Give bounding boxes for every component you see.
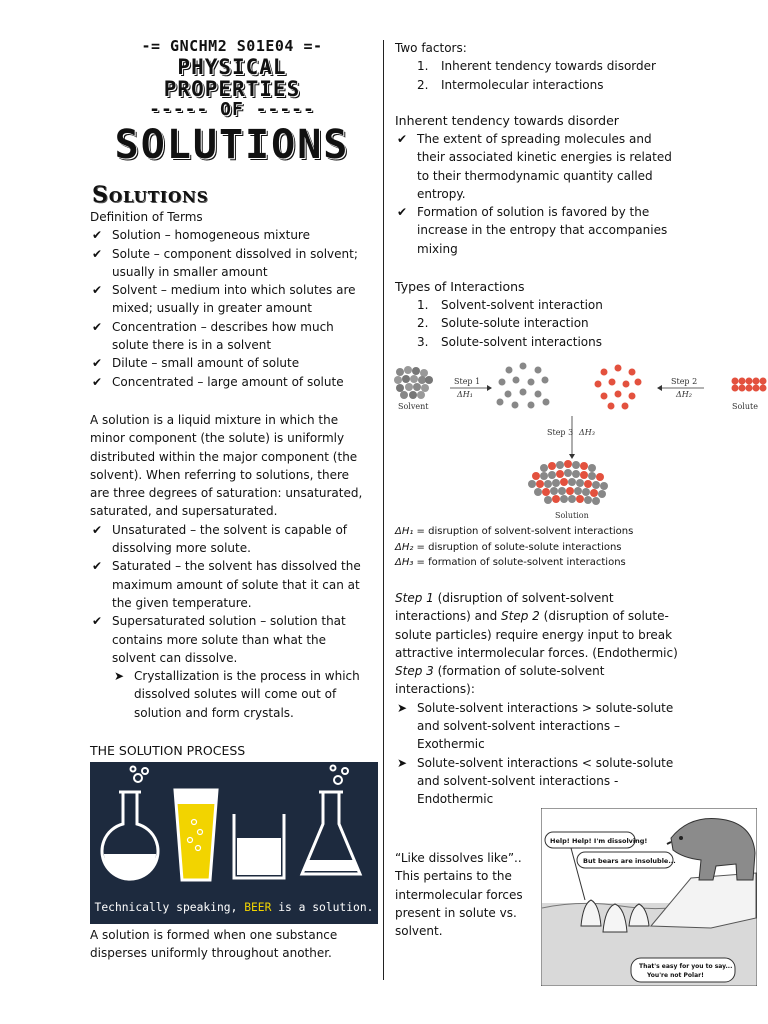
title-solutions: SOLUTIONS <box>114 122 350 168</box>
check-icon: ✔ <box>92 559 103 574</box>
arrowhead-icon: ➤ <box>114 669 125 684</box>
separated-solute <box>595 365 642 410</box>
steps-paragraph: Step 1 (disruption of solvent-solvent interactions) and Step 2 (disruption of solute-solute particles) require energy input to break attractive intermolecular forces. (Endothermic) Step 3 (formation of solute-solvent interactions): ➤ Solute-solvent interactions > solute-solute and solvent-solvent interactions – Exothermic ➤ Solute-solvent interactions < solute-solute and solvent-solvent interactions - Endothermic <box>395 589 685 809</box>
check-icon: ✔ <box>92 319 103 334</box>
dh2-label: ΔH₂ <box>676 390 692 399</box>
list-item: 1. Solvent-solvent interaction <box>417 298 603 312</box>
title-physical: PHYSICAL <box>177 55 287 79</box>
solution-cluster <box>528 460 608 505</box>
solute-label: Solute <box>732 402 758 411</box>
two-factors-label: Two factors: <box>395 41 467 55</box>
episode-subtitle: -= GNCHM2 S01E04 =- <box>141 37 323 55</box>
list-item: ✔ Solute – component dissolved in solvent; usually in smaller amount <box>92 246 358 279</box>
check-icon: ✔ <box>92 356 103 371</box>
svg-text:You're not Polar!: You're not Polar! <box>647 972 704 979</box>
like-quote: “Like dissolves like”.. <box>395 851 522 865</box>
svg-text:Help! Help! I'm dissolving!: Help! Help! I'm dissolving! <box>550 837 648 845</box>
section-title: Solutions <box>92 182 209 208</box>
arrowhead-icon: ➤ <box>397 700 408 715</box>
step2-label: Step 2 <box>671 377 698 386</box>
polar-bear-cartoon <box>541 808 757 986</box>
speech-bubble-help <box>545 832 647 848</box>
check-icon: ✔ <box>92 246 103 261</box>
solution-label: Solution <box>555 511 589 520</box>
saturation-block <box>90 411 372 722</box>
list-item: 3. Solute-solvent interactions <box>417 334 603 349</box>
list-item: ✔ Saturated – the solvent has dissolved the maximum amount of solute that it can at the given temperature. <box>92 559 361 610</box>
formed-paragraph: A solution is formed when one substance disperses uniformly throughout another. <box>90 928 338 961</box>
check-icon: ✔ <box>92 522 103 537</box>
list-item: ✔ Dilute – small amount of solute <box>90 354 372 372</box>
list-item: ✔ The extent of spreading molecules and their associated kinetic energies is related to their thermodynamic quantity called entropy. <box>397 132 672 201</box>
solute-cluster <box>732 378 767 392</box>
svg-text:But bears are insoluble...: But bears are insoluble... <box>583 857 676 865</box>
beer-solution-image <box>90 762 378 924</box>
solution-process-heading: THE SOLUTION PROCESS <box>90 743 246 758</box>
list-item: ➤ Solute-solvent interactions > solute-solute and solvent-solvent interactions – Exothermic <box>397 700 674 752</box>
disorder-list <box>395 130 677 258</box>
two-factors-block <box>395 39 685 94</box>
step3-label: Step 3 <box>547 428 574 437</box>
list-item: ✔ Solution – homogeneous mixture <box>90 226 372 244</box>
definition-heading: Definition of Terms <box>90 210 203 224</box>
list-item: ✔ Supersaturated solution – solution that contains more solute than what the solvent can dissolve. <box>92 614 346 665</box>
disorder-heading: Inherent tendency towards disorder <box>395 113 619 128</box>
list-item: 2. Solute-solute interaction <box>417 316 589 331</box>
types-list <box>395 296 677 351</box>
legend-row: ΔH₃ = formation of solute-solvent interactions <box>395 557 626 568</box>
enthalpy-legend <box>395 524 685 571</box>
beer-caption: Technically speaking, BEER is a solution. <box>94 901 374 914</box>
dh1-label: ΔH₁ <box>457 390 473 399</box>
list-item: 1. Inherent tendency towards disorder <box>417 59 656 74</box>
separated-solvent <box>497 363 550 409</box>
legend-row: ΔH₁ = disruption of solvent-solvent interactions <box>395 526 634 537</box>
step1-label: Step 1 <box>454 377 481 386</box>
types-heading: Types of Interactions <box>395 279 525 294</box>
solvent-label: Solvent <box>398 402 429 411</box>
speech-bubble-insoluble <box>577 852 676 868</box>
check-icon: ✔ <box>397 132 408 146</box>
disorder-block <box>395 112 677 258</box>
list-item: 2. Intermolecular interactions <box>417 77 604 92</box>
types-block <box>395 278 677 351</box>
list-item: ✔ Unsaturated – the solvent is capable of dissolving more solute. <box>92 522 348 556</box>
list-item: ➤ Crystallization is the process in which dissolved solutes will come out of solution and form crystals. <box>114 669 360 720</box>
like-text: This pertains to the intermolecular forces present in solute vs. solvent. <box>395 869 523 939</box>
crystallization-list <box>90 667 372 722</box>
check-icon: ✔ <box>397 205 408 220</box>
check-icon: ✔ <box>92 283 103 298</box>
svg-text:That's easy for you to say...: That's easy for you to say... <box>639 963 733 970</box>
list-item: ✔ Formation of solution is favored by the increase in the entropy that accompanies mixing <box>397 205 668 256</box>
solvent-cluster <box>394 366 433 399</box>
like-dissolves-block <box>395 849 535 940</box>
list-item: ➤ Solute-solvent interactions < solute-solute and solvent-solvent interactions - Endothermic <box>397 755 674 807</box>
speech-bubble-polar <box>631 958 735 982</box>
check-icon: ✔ <box>92 614 103 629</box>
column-divider <box>383 40 384 980</box>
legend-row: ΔH₂ = disruption of solute-solute interactions <box>395 541 622 553</box>
glassware-illustration <box>90 762 378 892</box>
factors-list <box>395 57 685 94</box>
title-properties: PROPERTIES <box>163 77 301 101</box>
list-item: ✔ Concentrated – large amount of solute <box>90 373 372 391</box>
solution-process-diagram <box>392 358 768 524</box>
interaction-comparison-list <box>395 699 685 809</box>
dh3-label: ΔH₃ <box>579 428 595 437</box>
check-icon: ✔ <box>92 374 103 389</box>
check-icon: ✔ <box>92 228 103 243</box>
definitions-block <box>90 208 372 391</box>
title-of: ----- OF ----- <box>149 99 315 120</box>
arrowhead-icon: ➤ <box>397 755 408 770</box>
intro-paragraph: A solution is a liquid mixture in which the minor component (the solute) is uniformly distributed within the major component (the solvent). When referring to solutions, there are three degrees of saturation: unsaturated, saturated, and supersaturated. <box>90 413 363 519</box>
terms-list <box>90 226 372 391</box>
list-item: ✔ Solvent – medium into which solutes are mixed; usually in greater amount <box>92 283 356 316</box>
list-item: ✔ Concentration – describes how much solute there is in a solvent <box>92 319 334 353</box>
saturation-list <box>90 521 372 667</box>
